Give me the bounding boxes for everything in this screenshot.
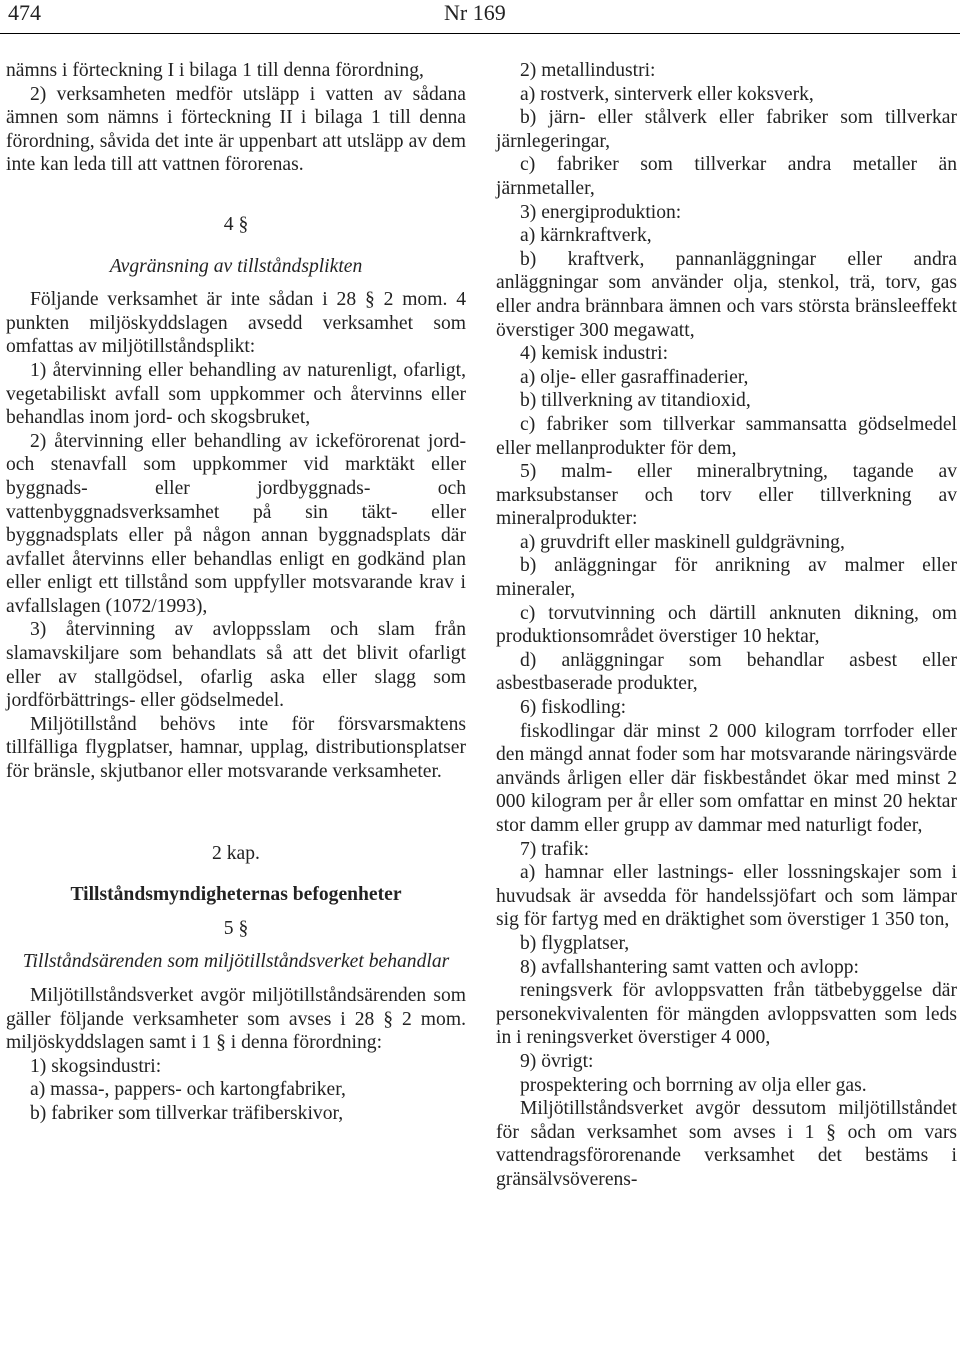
list-item: a) kärnkraftverk, [520,225,652,247]
list-item: c) torvutvinning och därtill anknuten dikning, om produktionsområdet överstiger 10 hektar, [496,602,957,648]
chapter-number: 2 kap. [212,842,260,864]
chapter-title: Tillståndsmyndigheternas befogenheter [70,884,402,906]
paragraph: 2) verksamheten medför utsläpp i vatten av sådana ämnen som nämns i förteckning II i bilaga 1 till denna förordning, såvida det inte är uppenbart att utsläpp av dem inte kan leda till att vattnen förorenas. [6,83,466,176]
list-item: d) anläggningar som behandlar asbest eller asbestbaserade produkter, [496,649,957,695]
issue-number: Nr 169 [444,0,506,25]
section-heading: Avgränsning av tillståndsplikten [109,255,363,277]
list-item: b) flygplatser, [520,932,630,954]
list-item: 9) övrigt: [520,1050,594,1072]
list-item: a) rostverk, sinterverk eller koksverk, [520,83,814,105]
list-item: 8) avfallshantering samt vatten och avlopp: [520,956,859,978]
list-item: c) fabriker som tillverkar andra metaller än järnmetaller, [496,154,957,199]
list-item: 2) återvinning eller behandling av ickeförorenat jord- och stenavfall som uppkommer vid marktäkt eller byggnads- eller jordbyggnads- och vattenbyggnadsverksamhet på sin täkt- eller byggnadsplats eller på någon annan byggnadsplats där avfallet återvinns eller behandlas enligt en godkänd plan eller enligt ett tillstånd som uppfyller motsvarande krav i avfallslagen (1072/1993), [6,430,466,617]
list-item: b) fabriker som tillverkar träfiberskivor, [30,1102,344,1124]
list-item: fiskodlingar där minst 2 000 kilogram torrfoder eller den mängd annat foder som har motsvarande näringsvärde används årligen eller där fiskbeståndet ökar med minst 2 000 kilogram per år eller som omfattar en minst 20 hektar stor damm eller grupp av dammar med naturligt foder, [496,720,957,836]
list-item: a) gruvdrift eller maskinell guldgrävning, [520,531,845,553]
paragraph: Följande verksamhet är inte sådan i 28 § 2 mom. 4 punkten miljöskyddslagen avsedd verksamhet som omfattas av miljötillståndsplikt: [6,289,466,358]
list-item: 1) återvinning eller behandling av naturenligt, ofarligt, vegetabiliskt avfall som uppkommer och återvinns eller behandlas inom jord- och skogsbruket, [6,359,466,429]
list-item: prospektering och borrning av olja eller gas. [520,1074,867,1096]
list-item: b) anläggningar för anrikning av malmer eller mineraler, [496,555,957,601]
page-number: 474 [8,0,41,25]
section-number: 5 § [223,917,249,939]
list-item: reningsverk för avloppsvatten från tätbebyggelse där personekvivalenten för mängden avloppsvatten som leds in i reningsverket överstiger 4 000, [496,980,957,1049]
list-item: b) kraftverk, pannanläggningar eller andra anläggningar som använder olja, stenkol, trä, torv, gas eller andra brännbara ämnen och vars största bränsleeffekt överstiger 300 megawatt, [496,248,957,341]
list-item: a) hamnar eller lastnings- eller lossningskajer som i huvudsak är avsedda för handelssjöfart och som lämpar sig för fartyg med en dräktighet som överstiger 1 350 ton, [496,862,957,931]
list-item: 6) fiskodling: [520,697,627,719]
list-item: 1) skogsindustri: [30,1055,162,1077]
list-item: a) olje- eller gasraffinaderier, [520,366,749,388]
paragraph: Miljötillståndsverket avgör miljötillståndsärenden som gäller följande verksamheter som avses i 28 § 2 mom. miljöskyddslagen samt i 1 § i denna förordning: [6,985,466,1054]
left-column [6,59,466,1126]
list-item: c) fabriker som tillverkar sammansatta gödselmedel eller mellanprodukter för dem, [496,413,957,459]
list-item: 4) kemisk industri: [520,343,669,365]
paragraph: Miljötillståndsverket avgör dessutom miljötillståndet för sådan verksamhet som avses i 1 § och om vars vattendragsförorenande verksamhet det bestäms i gränsälvsöverens- [496,1098,957,1190]
section-heading: Tillståndsärenden som miljötillståndsverket behandlar [22,951,450,973]
list-item: 2) metallindustri: [520,60,656,81]
list-item: a) massa-, pappers- och kartongfabriker, [30,1079,346,1101]
list-item: 3) återvinning av avloppsslam och slam från slamavskiljare som behandlats så att det blivit ofarligt eller av stallgödsel, ofarlig aska eller slagg som jordförbättrings- eller gödselmedel. [6,619,466,712]
list-item: 7) trafik: [520,838,590,860]
list-item: 5) malm- eller mineralbrytning, tagande av marksubstanser och torv eller tillverkning av mineralprodukter: [496,461,957,530]
list-item: 3) energiproduktion: [520,201,682,223]
list-item: b) järn- eller stålverk eller fabriker som tillverkar järnlegeringar, [496,107,957,152]
paragraph: nämns i förteckning I i bilaga 1 till denna förordning, [6,60,424,81]
list-item: b) tillverkning av titandioxid, [520,390,751,412]
header-rule [0,33,960,34]
right-column [496,59,957,1192]
section-number: 4 § [223,213,249,235]
paragraph: Miljötillstånd behövs inte för försvarsmaktens tillfälliga flygplatser, hamnar, upplag, distributionsplatser för bränsle, skjutbanor eller motsvarande verksamheter. [6,713,466,783]
